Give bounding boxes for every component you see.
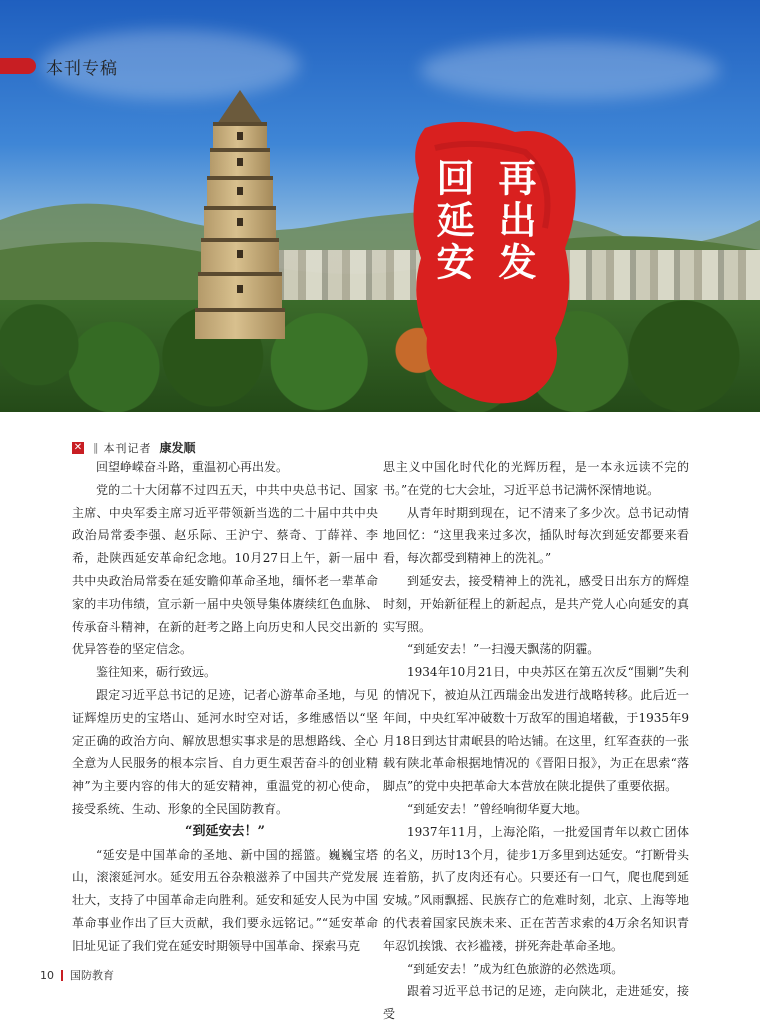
subheading: “到延安去！” [185, 823, 265, 839]
paragraph: 到延安去，接受精神上的洗礼，感受日出东方的辉煌时刻，开始新征程上的新起点，是共产党人心向延安的真实写照。 [383, 573, 689, 634]
byline-role: 本刊记者 [103, 441, 152, 455]
baota-pagoda [195, 90, 285, 335]
paragraph: “到延安去！”成为红色旅游的必然选项。 [407, 961, 624, 976]
section-label: 本刊专稿 [46, 58, 118, 79]
byline-separator: ‖ [93, 441, 99, 454]
paragraph: 1937年11月，上海沦陷，一批爱国青年以救亡团体的名义，历时13个月，徒步1万多里到达延安。“打断骨头连着筋，扒了皮肉还有心。只要还有一口气，爬也爬到延安城。”风雨飘摇、民族存亡的危难时刻，北京、上海等地的代表着国家民族未来、正在苦苦求索的4万余名知识青年忍饥挨饿、衣衫褴褛，拼死奔赴革命圣地。 [383, 824, 689, 953]
section-tab-bar [0, 58, 36, 74]
paragraph: 1934年10月21日，中央苏区在第五次反“围剿”失利的情况下，被迫从江西瑞金出发进行战略转移。此后近一年间，中央红军冲破数十万敌军的围追堵截，于1935年9月18日到达甘肃岷县的哈达铺。在这里，红军查获的一张载有陕北革命根据地情况的《晋阳日报》，为正在思索“落脚点”的党中央把革命大本营放在陕北提供了重要依据。 [383, 665, 689, 794]
paragraph: 从青年时期到现在，记不清来了多少次。总书记动情地回忆：“这里我来过多次，插队时每次到延安都要来看看，每次都受到精神上的洗礼。” [383, 505, 689, 566]
byline-author: 康发顺 [159, 441, 196, 455]
foreground-trees [0, 300, 760, 412]
byline [72, 439, 196, 456]
paragraph: 思主义中国化时代化的光辉历程，是一本永远读不完的书。”在党的七大会址，习近平总书记满怀深情地说。 [383, 460, 689, 497]
article-left-column [72, 456, 378, 958]
paragraph: 鉴往知来，砺行致远。 [96, 665, 217, 680]
title-brushstroke [405, 118, 580, 408]
paragraph: “到延安去！”曾经响彻华夏大地。 [407, 801, 588, 816]
paragraph: “延安是中国革命的圣地、新中国的摇篮。巍巍宝塔山，滚滚延河水。延安用五谷杂粮滋养了中国共产党发展壮大，支持了中国革命走向胜利。延安和延安人民为中国革命事业作出了巨大贡献，我们要永远铭记。”“延安革命旧址见证了我们党在延安时期领导中国革命、探索马克 [72, 847, 378, 953]
byline-mark-icon: ✕ [73, 442, 83, 453]
paragraph: 回望峥嵘奋斗路，重温初心再出发。 [96, 460, 289, 474]
section-tab [0, 54, 118, 78]
page-number: 10 [40, 968, 54, 982]
page-footer [40, 967, 114, 983]
paragraph: 跟着习近平总书记的足迹，走向陕北，走进延安，接受 [383, 984, 689, 1022]
article-right-column [383, 456, 689, 1026]
paragraph: “到延安去！”一扫漫天飘荡的阴霾。 [407, 642, 600, 657]
title-line-2: 再出发 [492, 158, 537, 284]
paragraph: 党的二十大闭幕不过四五天，中共中央总书记、国家主席、中央军委主席习近平带领新当选的二十届中共中央政治局常委李强、赵乐际、王沪宁、蔡奇、丁薛祥、李希，赴陕西延安革命纪念地。10月27日上午，新一届中共中央政治局常委在延安瞻仰革命圣地，缅怀老一辈革命家的丰功伟绩，宣示新一届中央领导集体赓续红色血脉、传承奋斗精神，在新的赶考之路上向历史和人民交出新的优异答卷的坚定信念。 [72, 482, 378, 657]
footer-divider [61, 970, 63, 981]
title-line-1: 回延安 [430, 158, 475, 284]
magazine-name: 国防教育 [70, 969, 114, 982]
paragraph: 跟定习近平总书记的足迹，记者心游革命圣地，与见证辉煌历史的宝塔山、延河水时空对话，多维感悟以“坚定正确的政治方向、解放思想实事求是的思想路线、全心全意为人民服务的根本宗旨、自力更生艰苦奋斗的创业精神”为主要内容的伟大的延安精神，重温党的初心使命，接受系统、生动、形象的全民国防教育。 [72, 687, 378, 816]
